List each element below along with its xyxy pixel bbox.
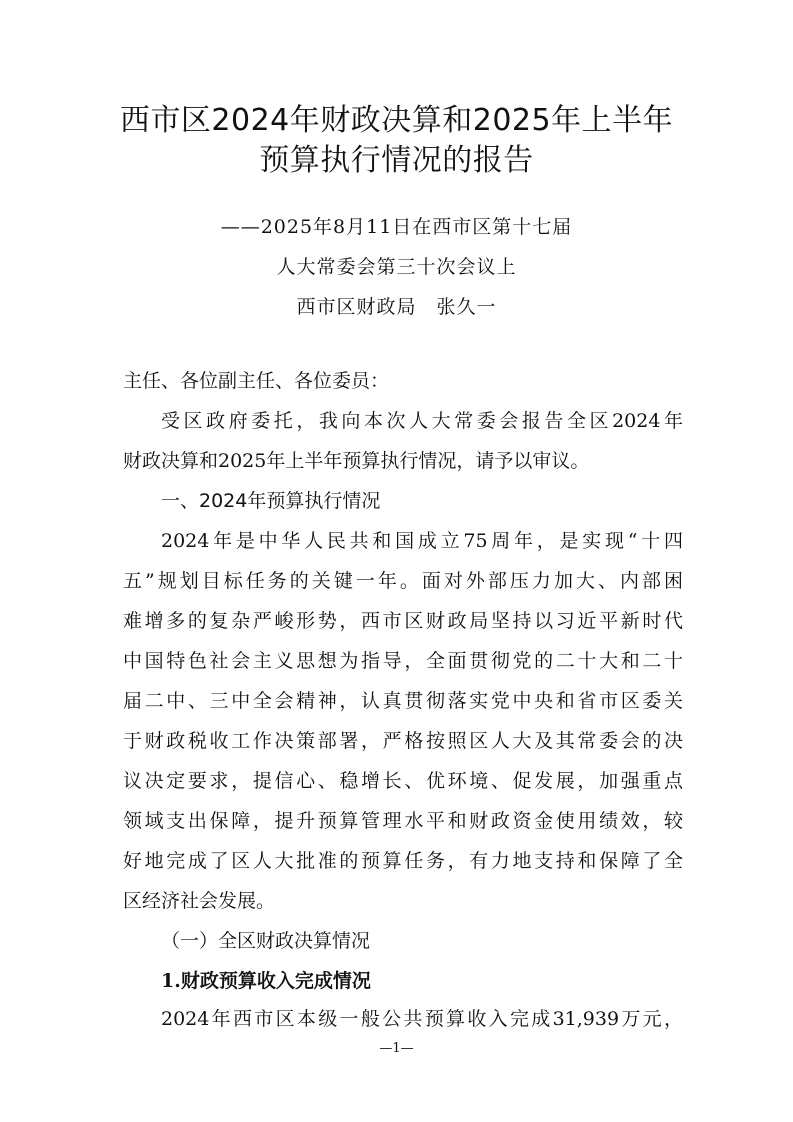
subsection-1-heading: （一）全区财政决算情况 [161, 930, 371, 952]
paragraph-line: 领域支出保障，提升预算管理水平和财政资金使用绩效，较 [123, 810, 683, 832]
paragraph-line: 中国特色社会主义思想为指导，全面贯彻党的二十大和二十 [123, 650, 683, 672]
paragraph-line: 议决定要求，提信心、稳增长、优环境、促发展，加强重点 [123, 770, 683, 792]
paragraph-line: 难增多的复杂严峻形势，西市区财政局坚持以习近平新时代 [123, 610, 683, 632]
paragraph-line: 届二中、三中全会精神，认真贯彻落实党中央和省市区委关 [123, 690, 683, 712]
paragraph-line: 好地完成了区人大批准的预算任务，有力地支持和保障了全 [123, 850, 683, 872]
report-title-line-1: 西市区2024年财政决算和2025年上半年 [119, 103, 674, 138]
page-number: —1— [379, 1041, 414, 1056]
subtitle-author-line: 西市区财政局 张久一 [296, 296, 497, 318]
item-1-text: 2024年西市区本级一般公共预算收入完成31,939万元， [161, 1008, 683, 1030]
item-1-heading: 1.财政预算收入完成情况 [161, 970, 371, 992]
subtitle-meeting-line: 人大常委会第三十次会议上 [276, 256, 517, 278]
paragraph-line: 于财政税收工作决策部署，严格按照区人大及其常委会的决 [123, 730, 683, 752]
intro-line-1: 受区政府委托，我向本次人大常委会报告全区2024年 [161, 410, 683, 432]
paragraph-line: 区经济社会发展。 [123, 890, 276, 912]
section-1-heading: 一、2024年预算执行情况 [161, 490, 381, 512]
paragraph-line: 五”规划目标任务的关键一年。面对外部压力加大、内部困 [123, 570, 683, 592]
intro-line-2: 财政决算和2025年上半年预算执行情况，请予以审议。 [123, 450, 590, 472]
paragraph-line: 2024年是中华人民共和国成立75周年，是实现“十四 [161, 530, 683, 552]
salutation: 主任、各位副主任、各位委员： [123, 370, 390, 392]
subtitle-date-line: ——2025年8月11日在西市区第十七届 [220, 216, 573, 238]
report-title-line-2: 预算执行情况的报告 [259, 143, 534, 178]
